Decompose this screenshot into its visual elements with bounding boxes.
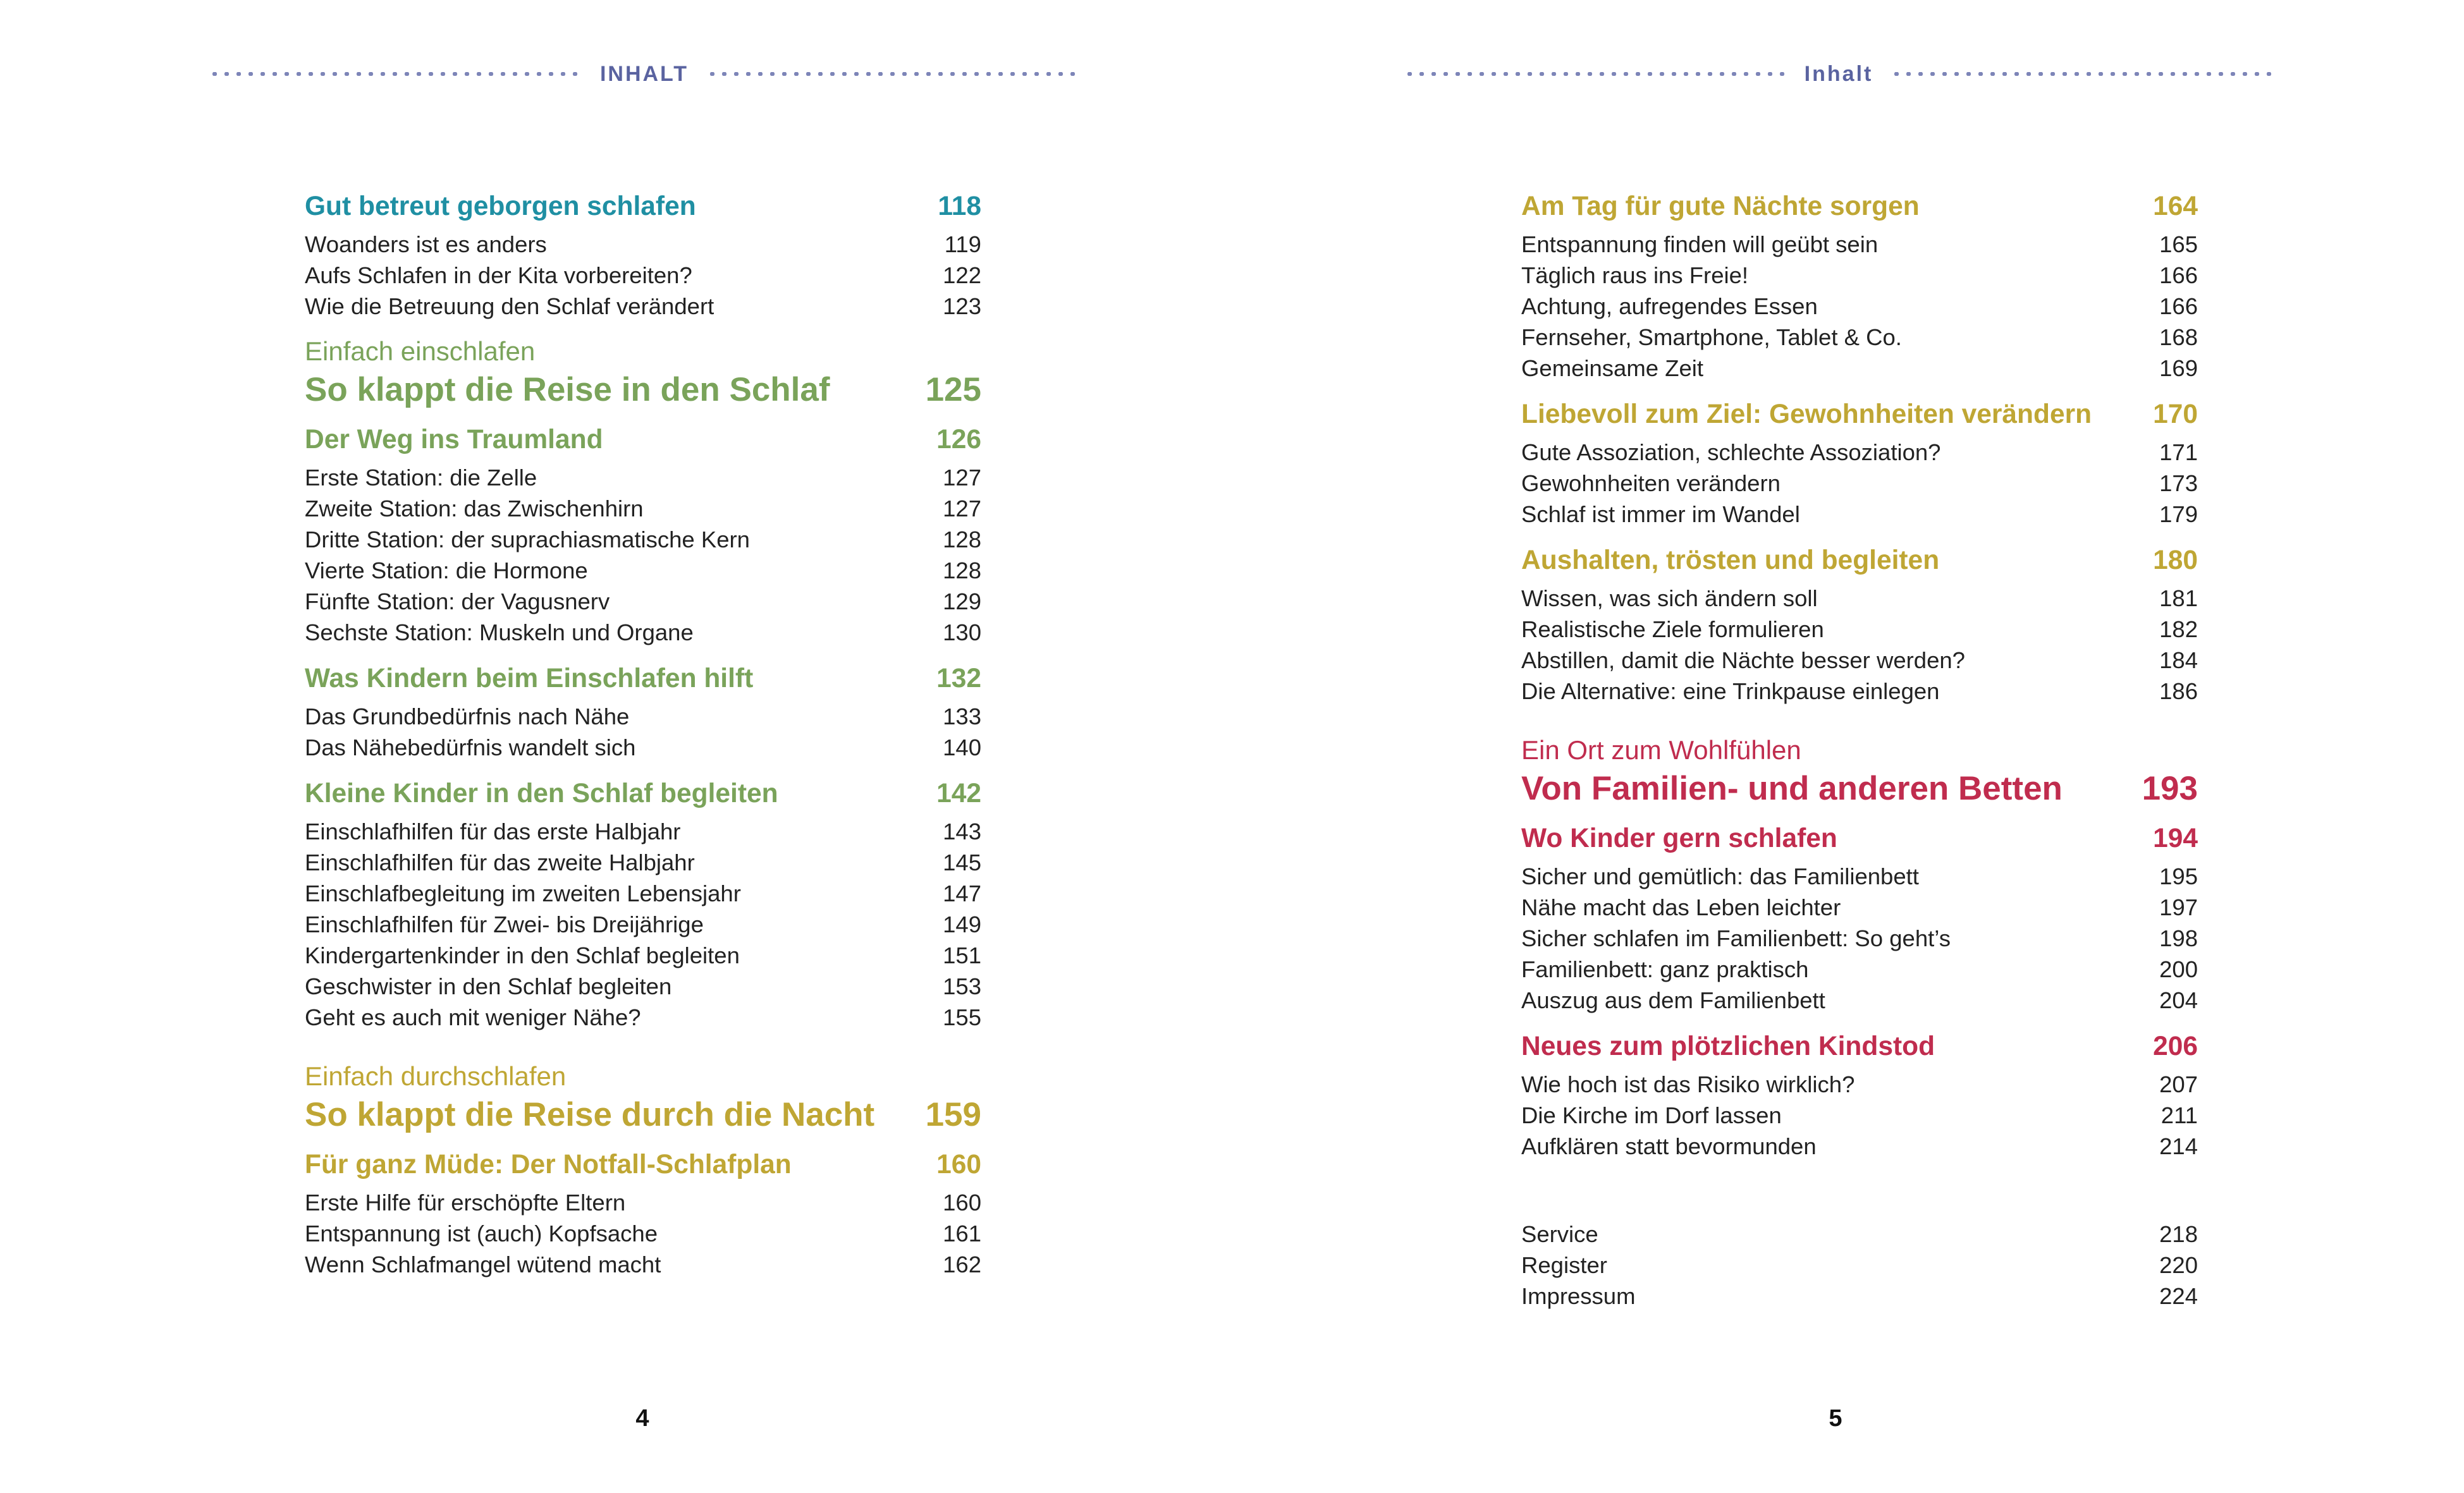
toc-entry[interactable] (1521, 291, 2198, 322)
entry-title: Dritte Station: der suprachiasmatische Kern (305, 527, 750, 552)
entry-page-number: 179 (2159, 501, 2198, 527)
entry-title: Geschwister in den Schlaf begleiten (305, 973, 672, 999)
entry-title: Das Nähebedürfnis wandelt sich (305, 734, 636, 760)
toc-chapter[interactable] (1521, 544, 2198, 578)
running-head (1404, 58, 2274, 90)
entry-page-number: 224 (2159, 1283, 2198, 1309)
entry-title: Fernseher, Smartphone, Tablet & Co. (1521, 324, 1902, 350)
entry-page-number: 153 (943, 973, 981, 999)
toc-entry[interactable] (305, 462, 981, 493)
part-title: Von Familien- und anderen Betten (1521, 770, 2063, 807)
toc-entry[interactable] (305, 493, 981, 524)
part-page-number: 125 (925, 371, 981, 408)
toc-entry[interactable] (305, 524, 981, 555)
chapter-page-number: 206 (2153, 1032, 2198, 1061)
toc-entry[interactable] (305, 586, 981, 617)
toc-entry[interactable] (305, 229, 981, 260)
entry-page-number: 200 (2159, 956, 2198, 982)
entry-title: Sicher schlafen im Familienbett: So geht’s (1521, 925, 1951, 951)
entry-title: Gute Assoziation, schlechte Assoziation? (1521, 439, 1941, 465)
part-label: Einfach durchschlafen (305, 1061, 567, 1091)
entry-page-number: 128 (943, 527, 981, 552)
dotted-rule (1404, 72, 1787, 76)
entry-title: Sicher und gemütlich: das Familienbett (1521, 863, 1919, 889)
toc-entry[interactable] (1521, 614, 2198, 645)
entry-title: Familienbett: ganz praktisch (1521, 956, 1809, 982)
part-label: Ein Ort zum Wohlfühlen (1521, 735, 1801, 765)
entry-page-number: 214 (2159, 1133, 2198, 1159)
entry-page-number: 169 (2159, 355, 2198, 381)
entry-page-number: 149 (943, 911, 981, 937)
running-head-label: INHALT (599, 61, 689, 86)
entry-title: Service (1521, 1221, 1598, 1247)
entry-title: Kindergartenkinder in den Schlaf begleiten (305, 942, 740, 968)
chapter-page-number: 132 (936, 664, 981, 693)
entry-title: Gewohnheiten verändern (1521, 470, 1781, 496)
toc-entry[interactable] (1521, 437, 2198, 468)
entry-title: Gemeinsame Zeit (1521, 355, 1704, 381)
toc-entry[interactable] (305, 291, 981, 322)
entry-page-number: 166 (2159, 262, 2198, 288)
part-page-number: 193 (2142, 770, 2198, 807)
toc-entry[interactable] (305, 971, 981, 1002)
toc-entry[interactable] (1521, 583, 2198, 614)
chapter-page-number: 164 (2153, 192, 2198, 221)
chapter-title: Neues zum plötzlichen Kindstod (1521, 1032, 1935, 1061)
toc-entry[interactable] (1521, 861, 2198, 892)
entry-page-number: 145 (943, 850, 981, 875)
entry-title: Vierte Station: die Hormone (305, 558, 588, 583)
chapter-title: Am Tag für gute Nächte sorgen (1521, 192, 1920, 221)
toc-entry[interactable] (305, 1187, 981, 1218)
entry-page-number: 155 (943, 1004, 981, 1030)
entry-page-number: 195 (2159, 863, 2198, 889)
chapter-page-number: 170 (2153, 399, 2198, 429)
toc-entry[interactable] (305, 617, 981, 648)
toc-entry[interactable] (1521, 954, 2198, 985)
entry-page-number: 165 (2159, 231, 2198, 257)
dotted-rule (209, 72, 582, 76)
chapter-title: Für ganz Müde: Der Notfall-Schlafplan (305, 1150, 792, 1179)
entry-page-number: 119 (944, 231, 981, 257)
entry-page-number: 151 (943, 942, 981, 968)
entry-page-number: 129 (943, 588, 981, 614)
toc-chapter[interactable] (1521, 190, 2198, 224)
toc-entry[interactable] (1521, 1100, 2198, 1131)
entry-title: Einschlafhilfen für Zwei- bis Dreijährige (305, 911, 704, 937)
entry-page-number: 127 (943, 465, 981, 491)
entry-title: Achtung, aufregendes Essen (1521, 293, 1818, 319)
toc-entry[interactable] (1521, 892, 2198, 923)
entry-title: Register (1521, 1252, 1607, 1278)
toc-entry[interactable] (1521, 985, 2198, 1016)
dotted-rule (706, 72, 1080, 76)
toc-entry[interactable] (1521, 260, 2198, 291)
toc-entry[interactable] (305, 909, 981, 940)
toc-entry[interactable] (1521, 1219, 2198, 1250)
entry-title: Aufs Schlafen in der Kita vorbereiten? (305, 262, 692, 288)
entry-title: Erste Hilfe für erschöpfte Eltern (305, 1190, 626, 1216)
toc-entry[interactable] (305, 1218, 981, 1249)
entry-title: Abstillen, damit die Nächte besser werden? (1521, 647, 1965, 673)
entry-title: Wie hoch ist das Risiko wirklich? (1521, 1071, 1855, 1097)
entry-page-number: 140 (943, 734, 981, 760)
entry-page-number: 147 (943, 881, 981, 906)
entry-page-number: 128 (943, 558, 981, 583)
entry-title: Impressum (1521, 1283, 1636, 1309)
entry-title: Erste Station: die Zelle (305, 465, 537, 491)
part-page-number: 159 (925, 1096, 981, 1133)
entry-page-number: 160 (943, 1190, 981, 1216)
dotted-rule (1891, 72, 2274, 76)
page-number: 4 (635, 1405, 649, 1432)
toc-entry[interactable] (305, 260, 981, 291)
chapter-title: Liebevoll zum Ziel: Gewohnheiten verändern (1521, 399, 2092, 429)
entry-page-number: 207 (2159, 1071, 2198, 1097)
entry-page-number: 130 (943, 619, 981, 645)
entry-title: Schlaf ist immer im Wandel (1521, 501, 1800, 527)
entry-page-number: 182 (2159, 616, 2198, 642)
toc-chapter[interactable] (305, 777, 981, 811)
entry-title: Woanders ist es anders (305, 231, 547, 257)
entry-title: Einschlafbegleitung im zweiten Lebensjahr (305, 881, 741, 906)
entry-page-number: 218 (2159, 1221, 2198, 1247)
entry-page-number: 171 (2159, 439, 2198, 465)
running-head-label: Inhalt (1804, 61, 1873, 86)
entry-page-number: 122 (943, 262, 981, 288)
toc-entry[interactable] (305, 940, 981, 971)
part-title: So klappt die Reise durch die Nacht (305, 1096, 875, 1133)
chapter-title: Der Weg ins Traumland (305, 425, 603, 454)
toc-entry[interactable] (1521, 229, 2198, 260)
toc-entry[interactable] (305, 878, 981, 909)
chapter-page-number: 142 (936, 779, 981, 808)
entry-title: Täglich raus ins Freie! (1521, 262, 1749, 288)
table-of-contents (1521, 190, 2198, 1312)
toc-entry[interactable] (1521, 676, 2198, 707)
toc-entry[interactable] (305, 816, 981, 847)
entry-title: Aufklären statt bevormunden (1521, 1133, 1817, 1159)
entry-page-number: 143 (943, 819, 981, 844)
chapter-page-number: 118 (938, 192, 981, 221)
entry-page-number: 198 (2159, 925, 2198, 951)
toc-entry[interactable] (1521, 468, 2198, 499)
entry-title: Die Kirche im Dorf lassen (1521, 1102, 1782, 1128)
chapter-title: Wo Kinder gern schlafen (1521, 824, 1837, 853)
toc-entry[interactable] (305, 555, 981, 586)
toc-entry[interactable] (1521, 1250, 2198, 1281)
chapter-title: Kleine Kinder in den Schlaf begleiten (305, 779, 778, 808)
toc-entry[interactable] (1521, 499, 2198, 530)
entry-page-number: 161 (943, 1221, 981, 1246)
toc-entry[interactable] (305, 1002, 981, 1033)
part-label: Einfach einschlafen (305, 336, 536, 366)
entry-page-number: 204 (2159, 987, 2198, 1013)
toc-part[interactable] (1521, 769, 2198, 809)
section-spacer (1521, 1162, 2198, 1219)
entry-page-number: 168 (2159, 324, 2198, 350)
right-page (1232, 0, 2464, 1493)
entry-title: Das Grundbedürfnis nach Nähe (305, 704, 630, 729)
toc-entry[interactable] (1521, 1131, 2198, 1162)
toc-chapter[interactable] (305, 1148, 981, 1182)
entry-title: Realistische Ziele formulieren (1521, 616, 1824, 642)
toc-chapter[interactable] (305, 190, 981, 224)
entry-page-number: 133 (943, 704, 981, 729)
page-number: 5 (1829, 1405, 1842, 1432)
chapter-page-number: 126 (936, 425, 981, 454)
entry-title: Entspannung ist (auch) Kopfsache (305, 1221, 658, 1246)
entry-title: Fünfte Station: der Vagusnerv (305, 588, 610, 614)
table-of-contents (305, 190, 981, 1280)
toc-chapter[interactable] (305, 423, 981, 457)
entry-page-number: 123 (943, 293, 981, 319)
toc-part[interactable] (305, 1095, 981, 1135)
entry-page-number: 162 (943, 1252, 981, 1277)
entry-title: Auszug aus dem Familienbett (1521, 987, 1825, 1013)
toc-entry[interactable] (1521, 645, 2198, 676)
entry-title: Geht es auch mit weniger Nähe? (305, 1004, 641, 1030)
toc-chapter[interactable] (1521, 398, 2198, 432)
entry-page-number: 127 (943, 496, 981, 521)
entry-page-number: 220 (2159, 1252, 2198, 1278)
entry-page-number: 184 (2159, 647, 2198, 673)
entry-title: Einschlafhilfen für das zweite Halbjahr (305, 850, 695, 875)
entry-title: Wissen, was sich ändern soll (1521, 585, 1818, 611)
toc-entry[interactable] (305, 1249, 981, 1280)
chapter-title: Gut betreut geborgen schlafen (305, 192, 696, 221)
entry-title: Sechste Station: Muskeln und Organe (305, 619, 694, 645)
toc-entry[interactable] (1521, 353, 2198, 384)
entry-title: Zweite Station: das Zwischenhirn (305, 496, 644, 521)
chapter-title: Aushalten, trösten und begleiten (1521, 545, 1940, 575)
part-title: So klappt die Reise in den Schlaf (305, 371, 830, 408)
chapter-page-number: 160 (936, 1150, 981, 1179)
entry-title: Einschlafhilfen für das erste Halbjahr (305, 819, 681, 844)
entry-page-number: 197 (2159, 894, 2198, 920)
entry-page-number: 173 (2159, 470, 2198, 496)
entry-page-number: 186 (2159, 678, 2198, 704)
toc-entry[interactable] (1521, 1069, 2198, 1100)
chapter-title: Was Kindern beim Einschlafen hilft (305, 664, 754, 693)
toc-chapter[interactable] (1521, 822, 2198, 856)
entry-page-number: 211 (2161, 1102, 2198, 1128)
entry-title: Die Alternative: eine Trinkpause einlegen (1521, 678, 1940, 704)
entry-title: Nähe macht das Leben leichter (1521, 894, 1841, 920)
toc-chapter[interactable] (1521, 1030, 2198, 1064)
toc-entry[interactable] (1521, 923, 2198, 954)
entry-page-number: 181 (2159, 585, 2198, 611)
chapter-page-number: 180 (2153, 545, 2198, 575)
toc-entry[interactable] (1521, 322, 2198, 353)
entry-title: Entspannung finden will geübt sein (1521, 231, 1879, 257)
toc-entry[interactable] (305, 847, 981, 878)
toc-chapter[interactable] (305, 662, 981, 696)
toc-entry[interactable] (305, 732, 981, 763)
toc-entry[interactable] (1521, 1281, 2198, 1312)
running-head (209, 58, 1080, 90)
entry-title: Wie die Betreuung den Schlaf verändert (305, 293, 714, 319)
chapter-page-number: 194 (2153, 824, 2198, 853)
toc-entry[interactable] (305, 701, 981, 732)
toc-part[interactable] (305, 370, 981, 410)
entry-page-number: 166 (2159, 293, 2198, 319)
entry-title: Wenn Schlafmangel wütend macht (305, 1252, 661, 1277)
